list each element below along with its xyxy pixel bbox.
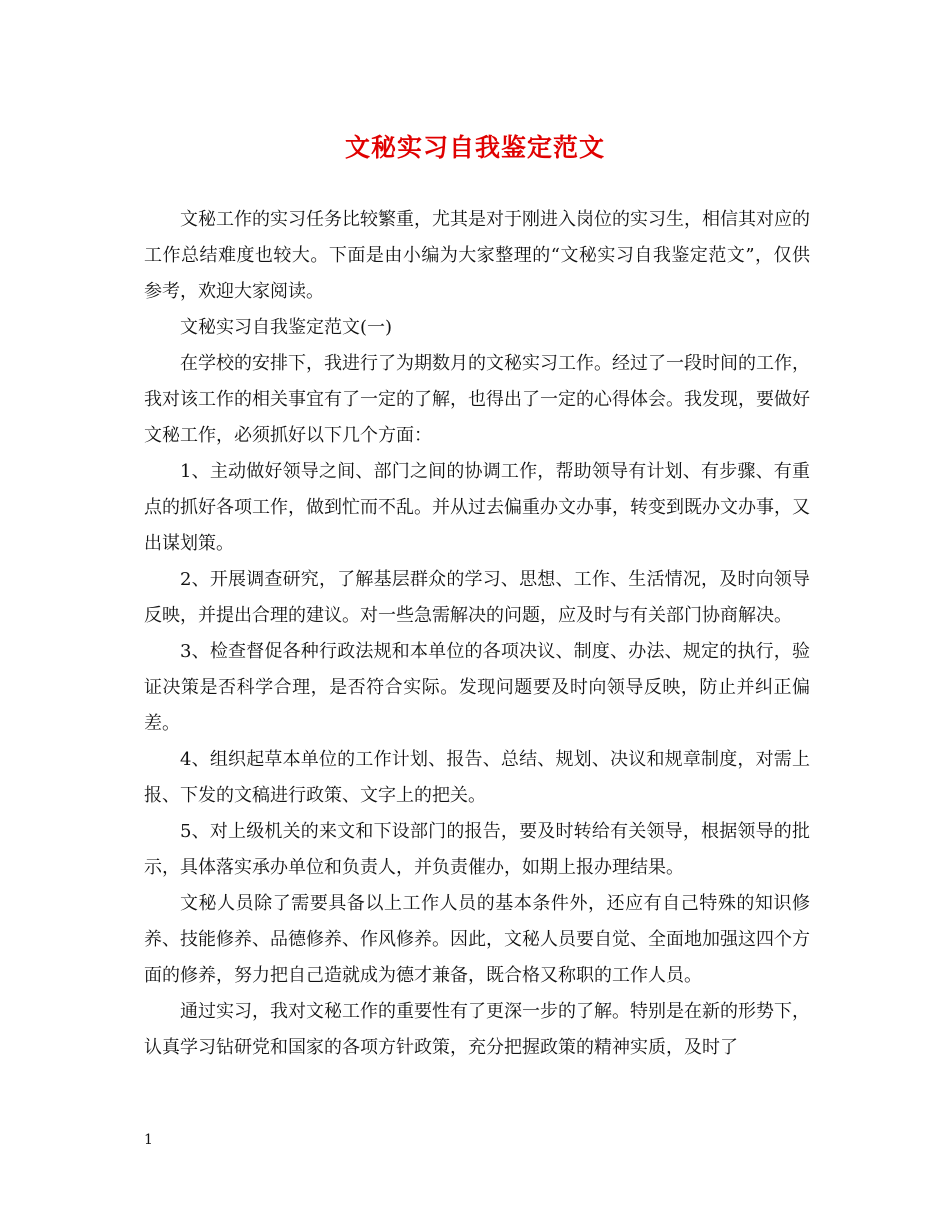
paragraph-point-5: 5、对上级机关的来文和下设部门的报告，要及时转给有关领导，根据领导的批示，具体落实承办单位和负责人，并负责催办，如期上报办理结果。 xyxy=(144,821,810,878)
page-number: 1 xyxy=(144,1132,153,1148)
paragraph-qualities: 文秘人员除了需要具备以上工作人员的基本条件外，还应有自己特殊的知识修养、技能修养、品德修养、作风修养。因此，文秘人员要自觉、全面地加强这四个方面的修养，努力把自己造就成为德才兼备，既合格又称职的工作人员。 xyxy=(144,893,810,986)
paragraph-conclusion: 通过实习，我对文秘工作的重要性有了更深一步的了解。特别是在新的形势下，认真学习钻研党和国家的各项方针政策，充分把握政策的精神实质，及时了 xyxy=(144,1001,810,1058)
paragraph-section-heading: 文秘实习自我鉴定范文(一) xyxy=(180,317,393,338)
paragraph-point-4: 4、组织起草本单位的工作计划、报告、总结、规划、决议和规章制度，对需上报、下发的文稿进行政策、文字上的把关。 xyxy=(144,749,810,806)
paragraph-intro: 文秘工作的实习任务比较繁重，尤其是对于刚进入岗位的实习生，相信其对应的工作总结难度也较大。下面是由小编为大家整理的“文秘实习自我鉴定范文”，仅供参考，欢迎大家阅读。 xyxy=(144,209,810,302)
paragraph-point-1: 1、主动做好领导之间、部门之间的协调工作，帮助领导有计划、有步骤、有重点的抓好各项工作，做到忙而不乱。并从过去偏重办文办事，转变到既办文办事，又出谋划策。 xyxy=(144,461,810,554)
document-body xyxy=(144,202,810,1066)
paragraph-point-2: 2、开展调查研究，了解基层群众的学习、思想、工作、生活情况，及时向领导反映，并提出合理的建议。对一些急需解决的问题，应及时与有关部门协商解决。 xyxy=(144,569,810,626)
paragraph-point-3: 3、检查督促各种行政法规和本单位的各项决议、制度、办法、规定的执行，验证决策是否科学合理，是否符合实际。发现问题要及时向领导反映，防止并纠正偏差。 xyxy=(144,641,810,734)
paragraph-opening: 在学校的安排下，我进行了为期数月的文秘实习工作。经过了一段时间的工作，我对该工作的相关事宜有了一定的了解，也得出了一定的心得体会。我发现，要做好文秘工作，必须抓好以下几个方面： xyxy=(144,353,810,446)
document-title: 文秘实习自我鉴定范文 xyxy=(344,133,605,162)
